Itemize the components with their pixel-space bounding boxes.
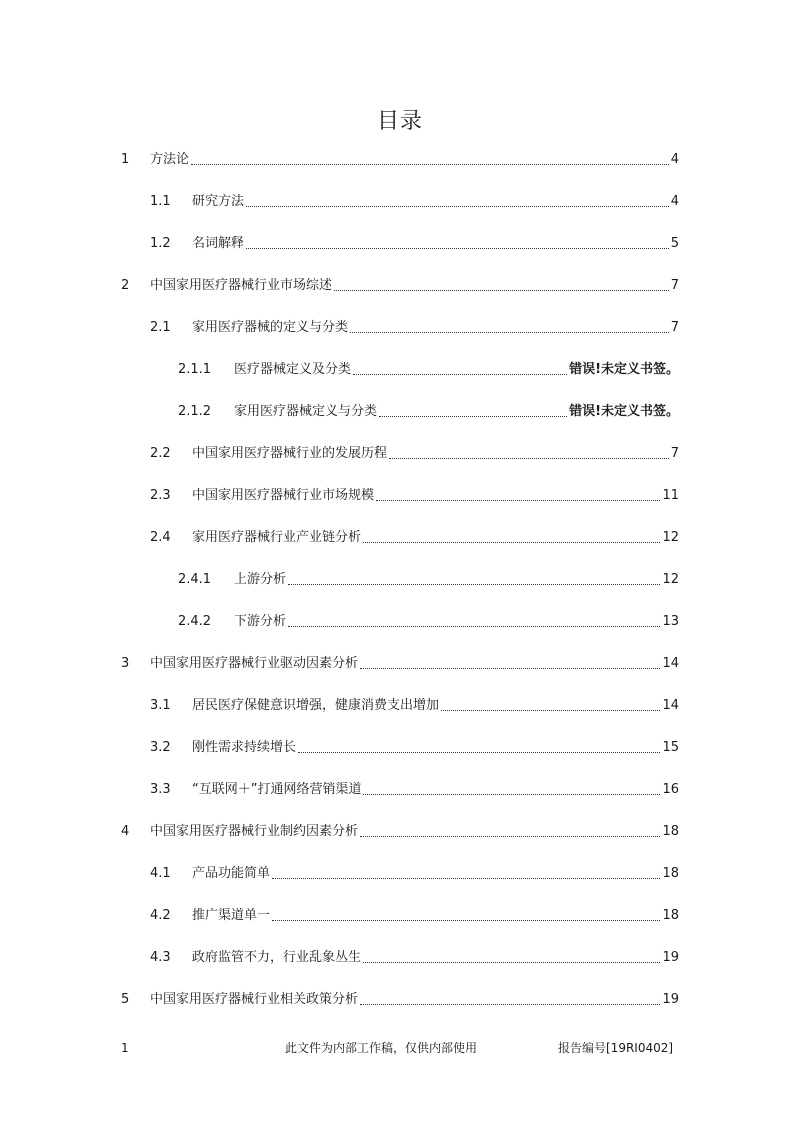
toc-entry-page: 12 [662, 572, 679, 587]
toc-entry-label: 名词解释 [192, 236, 245, 251]
toc-entry-number: 5 [121, 992, 130, 1007]
toc-entry[interactable] [150, 444, 679, 464]
toc-entry[interactable] [150, 780, 679, 800]
toc-entry[interactable] [150, 318, 679, 338]
toc-entry-number: 2.2 [150, 446, 171, 461]
toc-entry[interactable] [150, 948, 679, 968]
toc-dot-leader [246, 205, 669, 207]
toc-entry-label: 居民医疗保健意识增强，健康消费支出增加 [192, 698, 440, 713]
toc-entry-number: 4 [121, 824, 130, 839]
toc-dot-leader [272, 919, 660, 921]
toc-entry-page-error: 错误!未定义书签。 [569, 362, 679, 377]
toc-entry-page: 19 [662, 992, 679, 1007]
toc-entry-page: 5 [670, 236, 679, 251]
page-footer [0, 1038, 800, 1058]
toc-dot-leader [363, 961, 660, 963]
toc-entry[interactable] [150, 738, 679, 758]
toc-entry[interactable] [150, 234, 679, 254]
toc-entry-number: 1.2 [150, 236, 171, 251]
toc-entry-label: 研究方法 [192, 194, 245, 209]
toc-entry-label: 中国家用医疗器械行业相关政策分析 [150, 992, 359, 1007]
toc-entry[interactable] [150, 486, 679, 506]
toc-dot-leader [298, 751, 660, 753]
toc-entry-label: 下游分析 [234, 614, 287, 629]
toc-entry-page: 7 [670, 320, 679, 335]
toc-entry-page: 12 [662, 530, 679, 545]
toc-entry-page: 18 [662, 866, 679, 881]
toc-entry-page: 7 [670, 278, 679, 293]
toc-entry-label: 刚性需求持续增长 [192, 740, 297, 755]
toc-dot-leader [288, 583, 660, 585]
toc-entry-page: 18 [662, 908, 679, 923]
toc-entry-label: 中国家用医疗器械行业市场规模 [192, 488, 375, 503]
toc-entry-page-error: 错误!未定义书签。 [569, 404, 679, 419]
toc-entry[interactable] [121, 654, 679, 674]
toc-dot-leader [360, 1003, 660, 1005]
toc-entry-page: 4 [670, 152, 679, 167]
toc-dot-leader [379, 415, 567, 417]
toc-entry-number: 2.4.1 [178, 572, 212, 587]
toc-entry-page: 14 [662, 656, 679, 671]
toc-entry-number: 2.1.1 [178, 362, 212, 377]
toc-entry-number: 3.3 [150, 782, 171, 797]
toc-entry-page: 11 [662, 488, 679, 503]
toc-dot-leader [363, 541, 660, 543]
toc-entry-page: 4 [670, 194, 679, 209]
toc-dot-leader [363, 793, 660, 795]
toc-entry-number: 2.4 [150, 530, 171, 545]
toc-entry-number: 3 [121, 656, 130, 671]
toc-dot-leader [389, 457, 669, 459]
toc-entry[interactable] [121, 276, 679, 296]
toc-entry-page: 14 [662, 698, 679, 713]
toc-entry-label: 中国家用医疗器械行业制约因素分析 [150, 824, 359, 839]
toc-entry-label: 家用医疗器械定义与分类 [234, 404, 378, 419]
toc-entry[interactable] [150, 192, 679, 212]
toc-entry[interactable] [150, 696, 679, 716]
toc-dot-leader [191, 163, 669, 165]
toc-entry-label: 中国家用医疗器械行业市场综述 [150, 278, 333, 293]
toc-entry-number: 4.2 [150, 908, 171, 923]
footer-confidential-notice: 此文件为内部工作稿，仅供内部使用 [285, 1041, 478, 1055]
toc-entry-label: 家用医疗器械行业产业链分析 [192, 530, 362, 545]
toc-entry-label: 上游分析 [234, 572, 287, 587]
toc-entry-label: “互联网＋”打通网络营销渠道 [192, 782, 362, 797]
toc-entry[interactable] [121, 990, 679, 1010]
toc-entry[interactable] [150, 864, 679, 884]
toc-dot-leader [350, 331, 669, 333]
toc-entry[interactable] [178, 360, 679, 380]
toc-entry[interactable] [178, 570, 679, 590]
toc-entry-label: 政府监管不力，行业乱象丛生 [192, 950, 362, 965]
toc-dot-leader [272, 877, 660, 879]
toc-title: 目录 [376, 109, 423, 134]
toc-entry-number: 3.2 [150, 740, 171, 755]
toc-entry-number: 2.1 [150, 320, 171, 335]
toc-dot-leader [360, 667, 660, 669]
toc-entry-label: 中国家用医疗器械行业的发展历程 [192, 446, 388, 461]
toc-dot-leader [246, 247, 669, 249]
toc-entry-number: 2.1.2 [178, 404, 212, 419]
toc-entry-page: 18 [662, 824, 679, 839]
toc-entry-number: 4.1 [150, 866, 171, 881]
toc-dot-leader [353, 373, 567, 375]
toc-entry-label: 中国家用医疗器械行业驱动因素分析 [150, 656, 359, 671]
toc-entry-number: 4.3 [150, 950, 171, 965]
toc-entry-page: 13 [662, 614, 679, 629]
toc-entry[interactable] [178, 612, 679, 632]
toc-entry-page: 7 [670, 446, 679, 461]
toc-entry[interactable] [178, 402, 679, 422]
toc-entry-page: 19 [662, 950, 679, 965]
toc-entry[interactable] [121, 150, 679, 170]
toc-entry-number: 2.4.2 [178, 614, 212, 629]
toc-dot-leader [441, 709, 660, 711]
toc-entry[interactable] [150, 906, 679, 926]
toc-entry-label: 医疗器械定义及分类 [234, 362, 352, 377]
toc-entry-label: 方法论 [150, 152, 190, 167]
toc-entry-page: 16 [662, 782, 679, 797]
toc-dot-leader [376, 499, 660, 501]
toc-entry-number: 1 [121, 152, 130, 167]
toc-entry-label: 家用医疗器械的定义与分类 [192, 320, 349, 335]
toc-entry-page: 15 [662, 740, 679, 755]
toc-dot-leader [288, 625, 660, 627]
toc-dot-leader [334, 289, 669, 291]
toc-entry-label: 推广渠道单一 [192, 908, 271, 923]
toc-entry-label: 产品功能简单 [192, 866, 271, 881]
toc-entry[interactable] [121, 822, 679, 842]
toc-dot-leader [360, 835, 660, 837]
toc-entry-number: 2 [121, 278, 130, 293]
toc-entry-number: 2.3 [150, 488, 171, 503]
toc-entry-number: 3.1 [150, 698, 171, 713]
footer-page-number: 1 [121, 1041, 129, 1055]
toc-entry[interactable] [150, 528, 679, 548]
footer-report-id: 报告编号[19RI0402] [558, 1041, 674, 1055]
toc-entry-number: 1.1 [150, 194, 171, 209]
